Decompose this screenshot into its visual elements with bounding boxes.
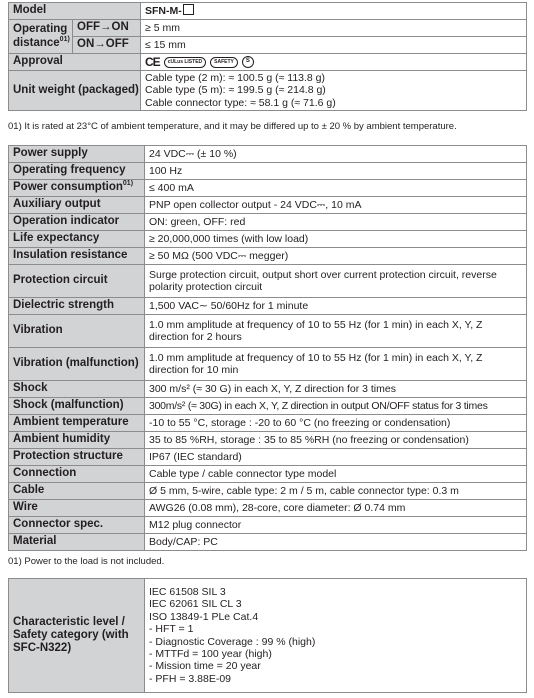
s-mark-icon: S bbox=[242, 56, 254, 68]
table-row bbox=[9, 231, 527, 248]
spec-label-text: Ambient humidity bbox=[13, 433, 111, 446]
spec-label-text: Shock (malfunction) bbox=[13, 399, 124, 412]
spec-label bbox=[9, 315, 145, 348]
spec-value: Ø 5 mm, 5-wire, cable type: 2 m / 5 m, cable connector type: 0.3 m bbox=[145, 483, 527, 500]
footnote-marker: 01) bbox=[122, 180, 134, 188]
spec-label-text: Connector spec. bbox=[13, 518, 104, 531]
table-row bbox=[9, 534, 527, 551]
spec-label bbox=[9, 214, 145, 231]
spec-label bbox=[9, 180, 145, 197]
approval-value bbox=[141, 54, 527, 71]
spec-value: 35 to 85 %RH, storage : 35 to 85 %RH (no freezing or condensation) bbox=[145, 432, 527, 449]
spec-label bbox=[9, 265, 145, 298]
table-row bbox=[9, 483, 527, 500]
spec-label-text: Dielectric strength bbox=[13, 299, 114, 312]
spec-label-text: Connection bbox=[13, 467, 77, 480]
characteristic-level-label: Characteristic level / Safety category (with SFC-N322) bbox=[9, 579, 145, 693]
spec-value: Surge protection circuit, output short over current protection circuit, reverse polarity protection circuit bbox=[145, 265, 527, 298]
spec-label bbox=[9, 381, 145, 398]
weight-line: Cable type (5 m): ≈ 199.5 g (≈ 214.8 g) bbox=[145, 84, 326, 97]
spec-label-text: Cable bbox=[13, 484, 45, 497]
table-row bbox=[9, 146, 527, 163]
spec-label-text: Operation indicator bbox=[13, 215, 120, 228]
operating-distance-text: Operating distance bbox=[13, 22, 68, 49]
general-spec-table bbox=[8, 145, 527, 551]
spec-label-text: Operating frequency bbox=[13, 164, 126, 177]
spec-value: ≥ 20,000,000 times (with low load) bbox=[145, 231, 527, 248]
spec-label-text: Protection structure bbox=[13, 450, 123, 463]
table-row bbox=[9, 381, 527, 398]
spec-value: M12 plug connector bbox=[145, 517, 527, 534]
spec-label-text: Life expectancy bbox=[13, 232, 100, 245]
ce-mark-icon: CE bbox=[145, 54, 160, 69]
operating-distance-label bbox=[9, 20, 73, 54]
spec-value: 1,500 VAC∼ 50/60Hz for 1 minute bbox=[145, 298, 527, 315]
spec-label bbox=[9, 432, 145, 449]
table-row bbox=[9, 163, 527, 180]
table-row bbox=[9, 517, 527, 534]
spec-label-text: Shock bbox=[13, 382, 48, 395]
spec-label bbox=[9, 197, 145, 214]
spec-value: ≤ 400 mA bbox=[145, 180, 527, 197]
spec-value: -10 to 55 °C, storage : -20 to 60 °C (no freezing or condensation) bbox=[145, 415, 527, 432]
table-row bbox=[9, 466, 527, 483]
table-row bbox=[9, 180, 527, 197]
table-row bbox=[9, 54, 527, 71]
spec-value: IP67 (IEC standard) bbox=[145, 449, 527, 466]
table-row bbox=[9, 579, 527, 693]
spec-label bbox=[9, 500, 145, 517]
spec-label-text: Insulation resistance bbox=[13, 249, 128, 262]
model-label: Model bbox=[9, 3, 141, 20]
spec-label bbox=[9, 298, 145, 315]
table-row bbox=[9, 214, 527, 231]
spec-value: 100 Hz bbox=[145, 163, 527, 180]
spec-label-text: Auxiliary output bbox=[13, 198, 101, 211]
spec-value: ≥ 50 MΩ (500 VDC⎓ megger) bbox=[145, 248, 527, 265]
weight-line: Cable connector type: ≈ 58.1 g (≈ 71.6 g) bbox=[145, 96, 336, 109]
spec-label bbox=[9, 398, 145, 415]
table-row bbox=[9, 398, 527, 415]
safety-mark-icon: SAFETY bbox=[210, 57, 238, 68]
spec-value: 300 m/s² (≈ 30 G) in each X, Y, Z direction for 3 times bbox=[145, 381, 527, 398]
safety-line: - HFT = 1 bbox=[149, 623, 194, 636]
footnote-marker: 01) bbox=[59, 35, 70, 43]
table-row bbox=[9, 197, 527, 214]
spec-label bbox=[9, 348, 145, 381]
table-row bbox=[9, 415, 527, 432]
footnote-power: 01) Power to the load is not included. bbox=[8, 556, 165, 567]
spec-label bbox=[9, 534, 145, 551]
cul-listed-mark-icon: cULus LISTED bbox=[164, 57, 206, 68]
safety-line: ISO 13849-1 PLe Cat.4 bbox=[149, 610, 259, 623]
safety-line: - Mission time = 20 year bbox=[149, 660, 261, 673]
on-off-label: ON→OFF bbox=[73, 37, 141, 54]
spec-value: 24 VDC⎓ (± 10 %) bbox=[145, 146, 527, 163]
spec-value: 1.0 mm amplitude at frequency of 10 to 55 Hz (for 1 min) in each X, Y, Z direction for 10 min bbox=[145, 348, 527, 381]
table-row bbox=[9, 265, 527, 298]
safety-line: - PFH = 3.88E-09 bbox=[149, 672, 231, 685]
spec-value: 300m/s² (≈ 30G) in each X, Y, Z direction in output ON/OFF status for 3 times bbox=[145, 398, 527, 415]
table-row bbox=[9, 348, 527, 381]
spec-label bbox=[9, 248, 145, 265]
spec-label bbox=[9, 231, 145, 248]
spec-label bbox=[9, 415, 145, 432]
table-row bbox=[9, 71, 527, 111]
safety-line: IEC 62061 SIL CL 3 bbox=[149, 598, 242, 611]
off-on-value: ≥ 5 mm bbox=[141, 20, 527, 37]
approval-label: Approval bbox=[9, 54, 141, 71]
table-row bbox=[9, 432, 527, 449]
table-row bbox=[9, 500, 527, 517]
spec-value: Body/CAP: PC bbox=[145, 534, 527, 551]
table-row bbox=[9, 3, 527, 20]
spec-label-text: Power supply bbox=[13, 147, 88, 160]
spec-value: 1.0 mm amplitude at frequency of 10 to 55 Hz (for 1 min) in each X, Y, Z direction for 2 hours bbox=[145, 315, 527, 348]
weight-line: Cable type (2 m): ≈ 100.5 g (≈ 113.8 g) bbox=[145, 71, 326, 84]
spec-label-text: Protection circuit bbox=[13, 274, 108, 287]
table-row bbox=[9, 20, 527, 37]
off-on-label: OFF→ON bbox=[73, 20, 141, 37]
spec-label-text: Ambient temperature bbox=[13, 416, 129, 429]
spec-label bbox=[9, 449, 145, 466]
model-value bbox=[141, 3, 527, 20]
spec-label-text: Wire bbox=[13, 501, 38, 514]
spec-label-text: Vibration bbox=[13, 324, 63, 337]
spec-label-text: Vibration (malfunction) bbox=[13, 357, 139, 370]
spec-label bbox=[9, 163, 145, 180]
model-spec-table bbox=[8, 2, 527, 111]
spec-label bbox=[9, 483, 145, 500]
safety-line: - MTTFd = 100 year (high) bbox=[149, 647, 272, 660]
spec-value: AWG26 (0.08 mm), 28-core, core diameter: Ø 0.74 mm bbox=[145, 500, 527, 517]
footnote-temperature: 01) It is rated at 23°C of ambient temperature, and it may be differed up to ± 20 % by ambient temperature. bbox=[8, 121, 457, 132]
spec-label bbox=[9, 466, 145, 483]
characteristic-level-value bbox=[145, 579, 527, 693]
table-row bbox=[9, 315, 527, 348]
square-placeholder-icon bbox=[183, 4, 194, 15]
safety-line: - Diagnostic Coverage : 99 % (high) bbox=[149, 635, 316, 648]
spec-label-text: Power consumption bbox=[13, 181, 123, 194]
unit-weight-value bbox=[141, 71, 527, 111]
spec-value: ON: green, OFF: red bbox=[145, 214, 527, 231]
table-row bbox=[9, 449, 527, 466]
spec-value: Cable type / cable connector type model bbox=[145, 466, 527, 483]
table-row bbox=[9, 298, 527, 315]
model-value-text: SFN-M- bbox=[145, 5, 182, 18]
safety-line: IEC 61508 SIL 3 bbox=[149, 586, 226, 598]
table-row bbox=[9, 37, 527, 54]
on-off-value: ≤ 15 mm bbox=[141, 37, 527, 54]
spec-value: PNP open collector output - 24 VDC⎓, 10 mA bbox=[145, 197, 527, 214]
safety-spec-table bbox=[8, 578, 527, 693]
spec-label-text: Material bbox=[13, 535, 57, 548]
spec-label bbox=[9, 517, 145, 534]
table-row bbox=[9, 248, 527, 265]
spec-label bbox=[9, 146, 145, 163]
unit-weight-label: Unit weight (packaged) bbox=[9, 71, 141, 111]
